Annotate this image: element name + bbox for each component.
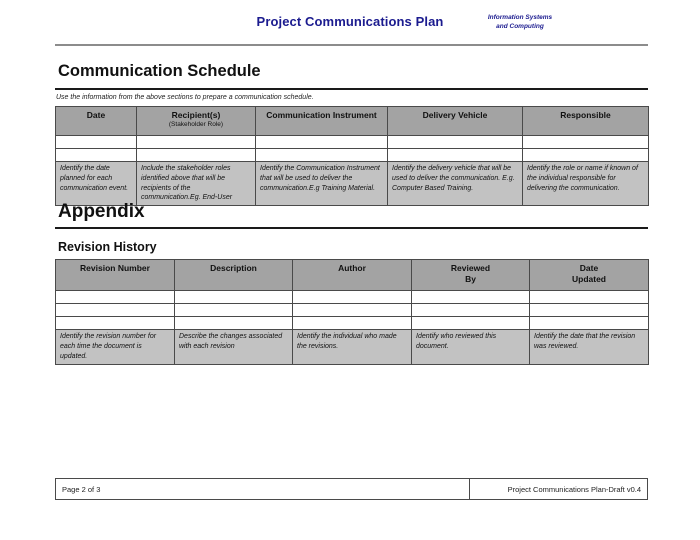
revision-empty-cell[interactable]: [412, 304, 530, 317]
communication-schedule-table: [55, 106, 649, 206]
schedule-empty-cell[interactable]: [256, 149, 388, 162]
revision-empty-cell[interactable]: [175, 291, 293, 304]
organization-name-line2: and Computing: [496, 23, 544, 31]
revision-empty-row: [56, 317, 649, 330]
footer-document-label: Project Communications Plan-Draft v0.4: [507, 484, 641, 494]
revision-col-reviewed-by: Reviewed By: [412, 260, 530, 291]
revision-desc-author: Identify the individual who made the revisions.: [293, 330, 412, 365]
revision-col-revision-number: Revision Number: [56, 260, 175, 291]
revision-empty-cell[interactable]: [412, 317, 530, 330]
revision-col-author: Author: [293, 260, 412, 291]
revision-description-row: [56, 330, 649, 365]
revision-empty-cell[interactable]: [56, 317, 175, 330]
schedule-desc-date: Identify the date planned for each communication event.: [56, 162, 137, 206]
revision-header-row: [56, 260, 649, 291]
document-title: Project Communications Plan: [256, 14, 444, 29]
schedule-empty-cell[interactable]: [388, 136, 523, 149]
schedule-empty-cell[interactable]: [388, 149, 523, 162]
revision-col-description: Description: [175, 260, 293, 291]
organization-name-line1: Information Systems: [487, 14, 553, 21]
revision-col-date-updated: Date Updated: [530, 260, 649, 291]
schedule-empty-cell[interactable]: [137, 149, 256, 162]
revision-empty-cell[interactable]: [293, 304, 412, 317]
schedule-empty-row: [56, 136, 649, 149]
subsection-heading-revision-history: Revision History: [58, 240, 157, 254]
revision-empty-cell[interactable]: [293, 291, 412, 304]
schedule-desc-communication-instrument: Identify the Communication Instrument that will be used to deliver the communication.E.g Training Material.: [256, 162, 388, 206]
schedule-header-row: [56, 107, 649, 136]
schedule-description-row: [56, 162, 649, 206]
section-heading-appendix: Appendix: [58, 201, 145, 222]
schedule-col-recipients-sublabel: (Stakeholder Role): [168, 120, 224, 128]
revision-empty-cell[interactable]: [530, 317, 649, 330]
page-footer: [55, 478, 648, 500]
schedule-col-date: Date: [56, 107, 137, 136]
schedule-col-communication-instrument: Communication Instrument: [256, 107, 388, 136]
schedule-empty-cell[interactable]: [523, 136, 649, 149]
schedule-empty-row: [56, 149, 649, 162]
schedule-instruction-note: Use the information from the above sections to prepare a communication schedule.: [56, 94, 314, 101]
revision-empty-row: [56, 291, 649, 304]
revision-empty-cell[interactable]: [412, 291, 530, 304]
revision-desc-description: Describe the changes associated with each revision: [175, 330, 293, 365]
schedule-col-recipients: Recipient(s) (Stakeholder Role): [137, 107, 256, 136]
section-underline: [55, 88, 648, 90]
revision-empty-cell[interactable]: [175, 317, 293, 330]
revision-desc-reviewed-by: Identify who reviewed this document.: [412, 330, 530, 365]
revision-empty-cell[interactable]: [293, 317, 412, 330]
revision-empty-row: [56, 304, 649, 317]
revision-empty-cell[interactable]: [175, 304, 293, 317]
schedule-desc-delivery-vehicle: Identify the delivery vehicle that will be used to deliver the communication. E.g. Computer Based Training.: [388, 162, 523, 206]
schedule-empty-cell[interactable]: [56, 136, 137, 149]
schedule-empty-cell[interactable]: [56, 149, 137, 162]
revision-empty-cell[interactable]: [56, 304, 175, 317]
schedule-desc-responsible: Identify the role or name if known of the individual responsible for delivering the communication.: [523, 162, 649, 206]
revision-history-table: [55, 259, 649, 365]
revision-empty-cell[interactable]: [56, 291, 175, 304]
schedule-col-delivery-vehicle: Delivery Vehicle: [388, 107, 523, 136]
schedule-empty-cell[interactable]: [137, 136, 256, 149]
footer-page-number: Page 2 of 3: [56, 479, 470, 499]
schedule-empty-cell[interactable]: [523, 149, 649, 162]
schedule-col-responsible: Responsible: [523, 107, 649, 136]
revision-desc-revision-number: Identify the revision number for each time the document is updated.: [56, 330, 175, 365]
section-underline: [55, 227, 648, 229]
section-heading-communication-schedule: Communication Schedule: [58, 62, 261, 80]
revision-empty-cell[interactable]: [530, 291, 649, 304]
revision-empty-cell[interactable]: [530, 304, 649, 317]
organization-name: [466, 13, 574, 32]
schedule-empty-cell[interactable]: [256, 136, 388, 149]
schedule-desc-recipients: Include the stakeholder roles identified above that will be recipients of the communication.Eg. End-User: [137, 162, 256, 206]
header-rule: [55, 44, 648, 46]
revision-desc-date-updated: Identify the date that the revision was reviewed.: [530, 330, 649, 365]
